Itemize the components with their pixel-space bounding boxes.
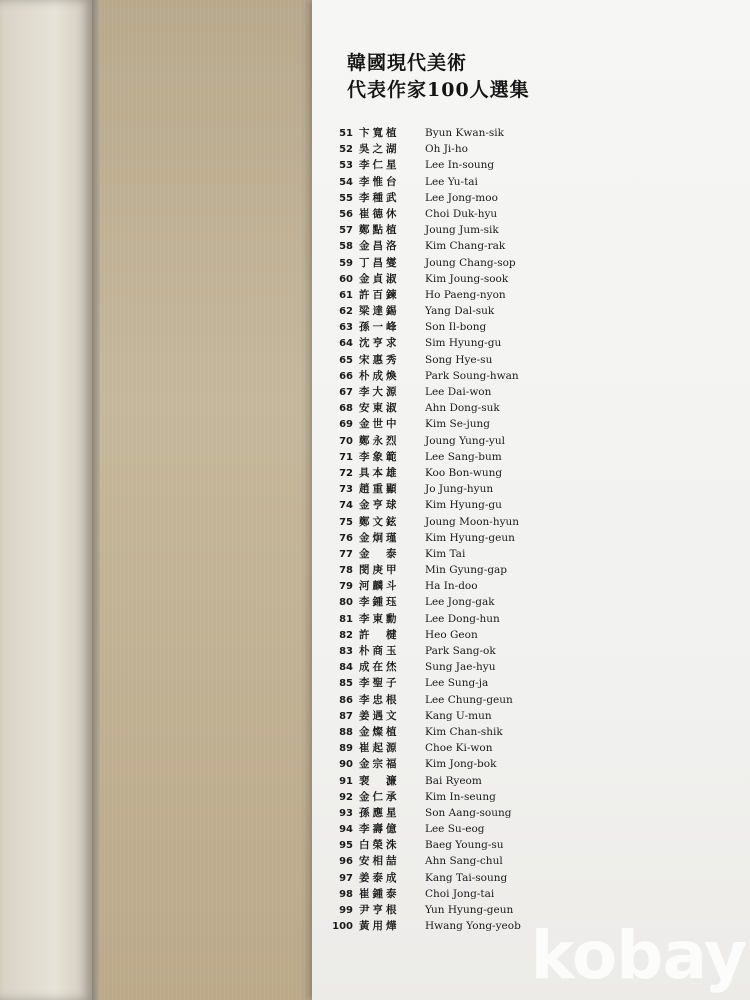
artist-number: 97 xyxy=(339,872,353,884)
artist-name-roman: Koo Bon-wung xyxy=(425,466,503,479)
artist-row xyxy=(328,675,521,691)
artist-name-hanja: 具本雄 xyxy=(359,466,400,479)
artist-number: 73 xyxy=(339,484,353,496)
artist-number: 58 xyxy=(339,241,353,253)
artist-name-hanja: 沈亨求 xyxy=(359,337,400,350)
artist-number: 61 xyxy=(339,289,353,301)
artist-name-roman: Ho Paeng-nyon xyxy=(425,288,506,301)
artist-row xyxy=(328,174,521,190)
artist-name-hanja: 河麟斗 xyxy=(359,580,400,593)
artist-number: 81 xyxy=(339,613,353,625)
artist-row xyxy=(328,125,521,141)
artist-row xyxy=(328,400,521,416)
artist-row xyxy=(328,870,521,886)
artist-name-roman: Joung Yung-yul xyxy=(425,434,505,447)
artist-name-roman: Lee Chung-geun xyxy=(425,693,513,706)
artist-row xyxy=(328,352,521,368)
artist-name-hanja: 李惟台 xyxy=(359,175,400,188)
artist-name-roman: Lee Sung-ja xyxy=(425,677,489,690)
artist-number: 72 xyxy=(339,467,353,479)
artist-number: 74 xyxy=(339,500,353,512)
artist-number: 53 xyxy=(339,160,353,172)
book-cover-board xyxy=(100,0,312,1000)
artist-name-hanja: 崔起源 xyxy=(359,742,400,755)
artist-name-roman: Lee In-soung xyxy=(425,159,495,172)
artist-name-roman: Kang Tai-soung xyxy=(425,871,508,884)
artist-name-hanja: 金亨球 xyxy=(359,499,400,512)
artist-row xyxy=(328,368,521,384)
artist-name-roman: Baeg Young-su xyxy=(425,839,504,852)
artist-number: 90 xyxy=(339,759,353,771)
artist-number: 71 xyxy=(339,451,353,463)
artist-row xyxy=(328,206,521,222)
artist-number: 68 xyxy=(339,403,353,415)
artist-name-roman: Kim Chan-shik xyxy=(425,725,503,738)
artist-name-hanja: 丁昌燮 xyxy=(359,256,400,269)
artist-row xyxy=(328,578,521,594)
artist-row xyxy=(328,497,521,513)
artist-row xyxy=(328,238,521,254)
artist-name-roman: Kim In-seung xyxy=(425,790,496,803)
artist-row xyxy=(328,789,521,805)
artist-number: 88 xyxy=(339,726,353,738)
artist-name-hanja: 姜泰成 xyxy=(359,871,400,884)
artist-number: 85 xyxy=(339,678,353,690)
artist-name-roman: Kim Jong-bok xyxy=(425,758,497,771)
artist-row xyxy=(328,724,521,740)
artist-name-roman: Sung Jae-hyu xyxy=(425,661,496,674)
artist-name-hanja: 金世中 xyxy=(359,418,400,431)
artist-name-hanja: 李聖子 xyxy=(359,677,400,690)
artist-row xyxy=(328,335,521,351)
artist-number: 79 xyxy=(339,581,353,593)
artist-number: 99 xyxy=(339,905,353,916)
artist-name-roman: Ha In-doo xyxy=(425,580,478,593)
artist-number: 80 xyxy=(339,597,353,609)
artist-name-hanja: 趙重顯 xyxy=(359,483,400,496)
artist-number: 52 xyxy=(339,144,353,156)
artist-name-roman: Lee Sang-bum xyxy=(425,450,502,463)
artist-name-roman: Kim Joung-sook xyxy=(425,272,509,285)
artist-name-roman: Choi Jong-tai xyxy=(425,887,495,900)
artist-number: 98 xyxy=(339,888,353,900)
artist-name-hanja: 宋惠秀 xyxy=(359,353,400,366)
artist-name-hanja: 許 楗 xyxy=(359,628,400,641)
artist-name-roman: Kang U-mun xyxy=(425,709,492,722)
artist-row xyxy=(328,271,521,287)
artist-number: 56 xyxy=(339,208,353,220)
artist-row xyxy=(328,255,521,271)
artist-number: 78 xyxy=(339,565,353,577)
artist-row xyxy=(328,287,521,303)
artist-name-hanja: 李象範 xyxy=(359,450,400,463)
artist-row xyxy=(328,902,521,918)
artist-name-hanja: 許百鍊 xyxy=(359,288,400,301)
artist-number: 62 xyxy=(339,306,353,318)
artist-name-roman: Joung Jum-sik xyxy=(425,224,499,237)
artist-name-roman: Lee Su-eog xyxy=(425,823,485,836)
artist-number: 89 xyxy=(339,743,353,755)
artist-number: 93 xyxy=(339,807,353,819)
artist-name-roman: Park Soung-hwan xyxy=(425,369,519,382)
artist-row xyxy=(328,643,521,659)
artist-number: 92 xyxy=(339,791,353,803)
artist-name-hanja: 金宗福 xyxy=(359,758,400,771)
artist-number: 95 xyxy=(339,840,353,852)
artist-name-hanja: 金炯瑾 xyxy=(359,531,400,544)
artist-name-hanja: 李壽億 xyxy=(359,823,400,836)
artist-name-roman: Kim Se-jung xyxy=(425,418,490,431)
artist-row xyxy=(328,465,521,481)
artist-row xyxy=(328,773,521,789)
artist-row xyxy=(328,190,521,206)
artist-name-roman: Yun Hyung-geun xyxy=(425,904,514,916)
artist-name-roman: Choi Duk-hyu xyxy=(425,207,498,220)
artist-number: 59 xyxy=(339,257,353,269)
artist-name-hanja: 黃用燁 xyxy=(359,920,400,933)
artist-name-hanja: 鄭點植 xyxy=(359,224,400,237)
artist-name-roman: Lee Yu-tai xyxy=(425,175,478,188)
artist-number: 75 xyxy=(339,516,353,528)
artist-name-roman: Choe Ki-won xyxy=(425,742,493,755)
artist-number: 91 xyxy=(339,775,353,787)
artist-row xyxy=(328,837,521,853)
artist-name-hanja: 李忠根 xyxy=(359,693,400,706)
artist-name-roman: Kim Chang-rak xyxy=(425,240,506,253)
artist-name-hanja: 裵 濂 xyxy=(359,774,400,787)
artist-name-roman: Jo Jung-hyun xyxy=(425,483,494,496)
artist-name-roman: Joung Moon-hyun xyxy=(425,515,520,528)
artist-name-hanja: 安相喆 xyxy=(359,855,400,868)
artist-number: 96 xyxy=(339,856,353,868)
artist-name-roman: Park Sang-ok xyxy=(425,645,496,657)
artist-name-hanja: 白榮洙 xyxy=(359,839,400,852)
artist-name-roman: Kim Tai xyxy=(425,547,466,560)
artist-name-roman: Hwang Yong-yeob xyxy=(425,920,521,933)
artist-row xyxy=(328,433,521,449)
artist-row xyxy=(328,611,521,627)
artist-row xyxy=(328,562,521,578)
artist-row xyxy=(328,627,521,643)
artist-name-hanja: 李鍾珏 xyxy=(359,596,400,609)
artist-name-roman: Lee Jong-gak xyxy=(425,596,495,609)
artist-row xyxy=(328,303,521,319)
artist-row xyxy=(328,853,521,869)
artist-name-hanja: 金 泰 xyxy=(359,547,400,560)
artist-number: 54 xyxy=(339,176,353,188)
artist-name-roman: Lee Dai-won xyxy=(425,386,492,398)
artist-number: 64 xyxy=(339,338,353,350)
artist-row xyxy=(328,481,521,497)
artist-name-hanja: 李種武 xyxy=(359,191,400,204)
title-line-2: 代表作家100人選集 xyxy=(347,79,530,101)
artist-name-hanja: 吳之湖 xyxy=(359,143,400,156)
artist-row xyxy=(328,756,521,772)
artist-name-hanja: 成在烋 xyxy=(359,661,400,674)
title-line-1: 韓國現代美術 xyxy=(347,52,468,74)
artist-row xyxy=(328,514,521,530)
artist-name-hanja: 金貞淑 xyxy=(359,272,400,285)
artist-name-roman: Yang Dal-suk xyxy=(425,305,495,318)
artist-name-hanja: 孫應星 xyxy=(359,806,400,819)
artist-row xyxy=(328,708,521,724)
artist-number: 86 xyxy=(339,694,353,706)
artist-row xyxy=(328,659,521,675)
artist-name-roman: Kim Hyung-gu xyxy=(425,499,502,512)
artist-name-hanja: 閔庚甲 xyxy=(359,564,400,577)
artist-row xyxy=(328,384,521,400)
artist-name-hanja: 李大源 xyxy=(359,386,400,398)
artist-number: 60 xyxy=(339,273,353,285)
artist-row xyxy=(328,692,521,708)
artist-name-roman: Oh Ji-ho xyxy=(425,143,468,156)
left-book-page xyxy=(0,0,92,1000)
artist-row xyxy=(328,821,521,837)
artist-number: 100 xyxy=(332,921,353,933)
artist-name-roman: Lee Jong-moo xyxy=(425,191,498,204)
artist-number: 94 xyxy=(339,824,353,836)
artist-number: 67 xyxy=(339,387,353,398)
artist-number: 51 xyxy=(339,128,353,139)
artist-name-roman: Son Il-bong xyxy=(425,321,487,334)
artist-name-roman: Joung Chang-sop xyxy=(425,256,516,269)
artist-row xyxy=(328,222,521,238)
artist-row xyxy=(328,740,521,756)
watermark-logo: kobay xyxy=(530,917,746,994)
artist-name-hanja: 崔鍾泰 xyxy=(359,887,400,900)
artist-name-hanja: 梁達錫 xyxy=(359,305,400,318)
artist-number: 55 xyxy=(339,192,353,204)
artist-row xyxy=(328,546,521,562)
artist-name-hanja: 金燦植 xyxy=(359,725,400,738)
artist-name-roman: Ahn Dong-suk xyxy=(425,402,500,415)
artist-name-hanja: 孫一峰 xyxy=(359,321,400,334)
artist-number: 83 xyxy=(339,646,353,657)
artist-name-roman: Son Aang-soung xyxy=(425,806,512,819)
page-title xyxy=(347,50,530,104)
artist-name-hanja: 朴成煥 xyxy=(359,369,400,382)
artist-name-roman: Sim Hyung-gu xyxy=(425,337,502,350)
artist-row xyxy=(328,319,521,335)
artist-name-hanja: 李東勳 xyxy=(359,612,400,625)
artist-number: 63 xyxy=(339,322,353,334)
artist-name-roman: Lee Dong-hun xyxy=(425,612,500,625)
artist-name-hanja: 姜遇文 xyxy=(359,709,400,722)
artist-number: 57 xyxy=(339,225,353,237)
artist-name-hanja: 崔德休 xyxy=(359,207,400,220)
artist-list xyxy=(328,125,521,934)
artist-row xyxy=(328,594,521,610)
artist-name-hanja: 朴商玉 xyxy=(359,645,400,657)
artist-number: 66 xyxy=(339,370,353,382)
artist-row xyxy=(328,416,521,432)
artist-name-roman: Song Hye-su xyxy=(425,353,493,366)
artist-number: 70 xyxy=(339,435,353,447)
artist-name-hanja: 尹亨根 xyxy=(359,904,400,916)
artist-name-hanja: 安東淑 xyxy=(359,402,400,415)
artist-name-hanja: 鄭文鉉 xyxy=(359,515,400,528)
artist-row xyxy=(328,141,521,157)
artist-number: 76 xyxy=(339,532,353,544)
page-edge xyxy=(92,0,100,1000)
artist-name-hanja: 李仁星 xyxy=(359,159,400,172)
artist-row xyxy=(328,805,521,821)
artist-name-roman: Byun Kwan-sik xyxy=(425,127,505,139)
artist-number: 65 xyxy=(339,354,353,366)
artist-row xyxy=(328,886,521,902)
artist-name-hanja: 卞寬植 xyxy=(359,127,400,139)
artist-number: 69 xyxy=(339,419,353,431)
artist-number: 77 xyxy=(339,548,353,560)
artist-name-roman: Bai Ryeom xyxy=(425,774,482,787)
artist-number: 87 xyxy=(339,710,353,722)
artist-name-roman: Min Gyung-gap xyxy=(425,564,508,577)
artist-number: 84 xyxy=(339,662,353,674)
artist-row xyxy=(328,157,521,173)
artist-name-roman: Heo Geon xyxy=(425,628,478,641)
artist-name-hanja: 鄭永烈 xyxy=(359,434,400,447)
artist-name-hanja: 金昌洛 xyxy=(359,240,400,253)
artist-row xyxy=(328,449,521,465)
artist-row xyxy=(328,530,521,546)
artist-row xyxy=(328,918,521,934)
artist-number: 82 xyxy=(339,629,353,641)
artist-name-roman: Ahn Sang-chul xyxy=(425,855,503,868)
artist-name-hanja: 金仁承 xyxy=(359,790,400,803)
artist-name-roman: Kim Hyung-geun xyxy=(425,531,515,544)
